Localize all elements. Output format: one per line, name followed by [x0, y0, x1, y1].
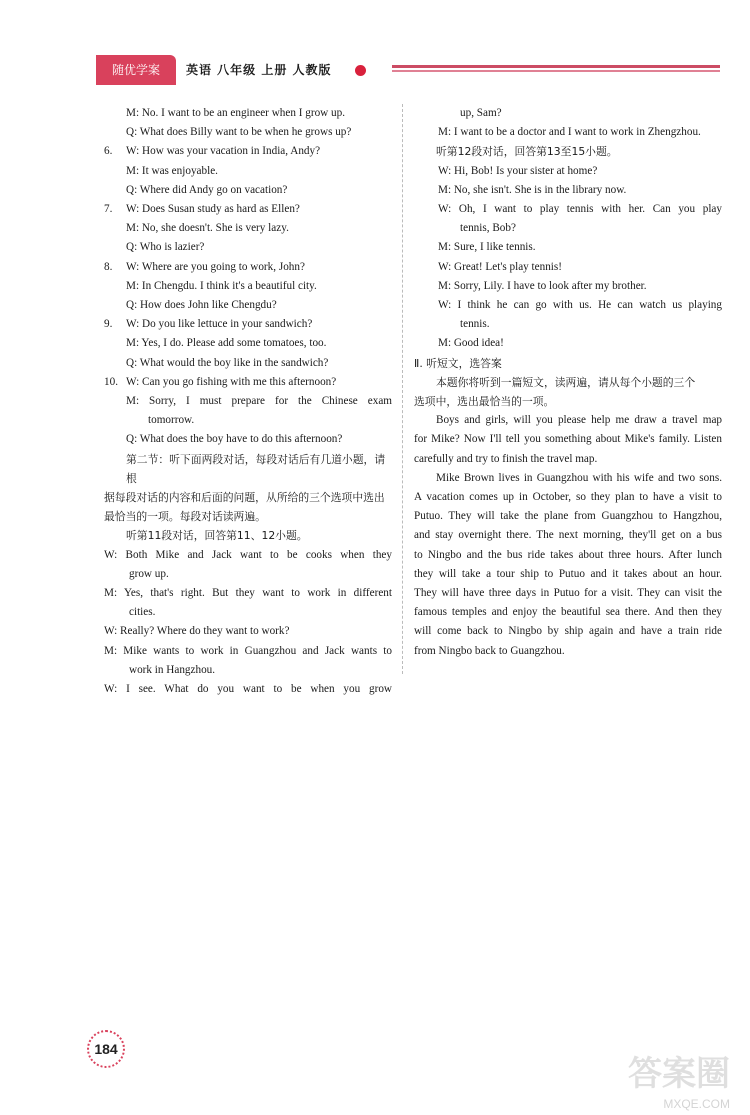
line-text: tomorrow. — [148, 414, 195, 427]
passage-line — [414, 430, 722, 449]
line-text: Q: What does the boy have to do this afternoon? — [126, 433, 343, 446]
line-text: Q: How does John like Chengdu? — [126, 299, 277, 312]
line-text: M: Sure, I like tennis. — [438, 241, 536, 254]
line-text: to Ningbo and the bus ride takes about three hours. After lunch — [414, 548, 722, 561]
dialog-line — [104, 584, 392, 603]
series-badge: 随优学案 — [96, 55, 176, 85]
line-text: M: It was enjoyable. — [126, 164, 218, 177]
dialog-11-heading: 听第11段对话，回答第11、12小题。 — [126, 529, 308, 543]
column-divider — [402, 104, 403, 674]
dialog-line — [414, 334, 722, 353]
question-number — [104, 219, 126, 238]
dialog-line — [104, 142, 392, 161]
dialog-line — [104, 430, 392, 449]
dialog-line — [414, 238, 722, 257]
dialog-line — [104, 181, 392, 200]
part2-instruction-2: 选项中，选出最恰当的一项。 — [414, 395, 555, 409]
line-text: Q: What does Billy want to be when he grows up? — [126, 126, 352, 139]
passage-line — [414, 411, 722, 430]
dialog-line — [414, 104, 722, 123]
question-number — [104, 181, 126, 200]
page-number: 184 — [87, 1030, 125, 1068]
line-text: Q: Who is lazier? — [126, 241, 205, 254]
dialog-line — [104, 642, 392, 661]
dialog-line — [104, 411, 392, 430]
line-text: M: In Chengdu. I think it's a beautiful city. — [126, 279, 317, 292]
passage-line — [414, 507, 722, 526]
dialog-line — [414, 181, 722, 200]
header-rule — [392, 65, 720, 68]
part2-title: Ⅱ. 听短文，选答案 — [414, 356, 502, 370]
dialog-line — [104, 622, 392, 641]
line-text: Boys and girls, will you please help me draw a travel map — [436, 414, 722, 427]
dialog-line — [414, 162, 722, 181]
line-text: M: Mike wants to work in Guangzhou and Jack wants to — [104, 644, 392, 657]
line-text: up, Sam? — [460, 107, 502, 119]
question-number — [104, 238, 126, 257]
section-instruction-2: 据每段对话的内容和后面的问题，从所给的三个选项中选出 — [104, 491, 385, 505]
line-text: from Ningbo back to Guangzhou. — [414, 644, 565, 657]
page-header — [0, 55, 750, 95]
dialog-line — [104, 296, 392, 315]
passage-line — [414, 565, 722, 584]
passage-line — [414, 469, 722, 488]
question-number: 6. — [104, 145, 113, 158]
watermark-url: MXQE.COM — [663, 1097, 730, 1111]
line-text: tennis. — [460, 318, 490, 331]
question-number — [104, 104, 126, 123]
line-text: W: Hi, Bob! Is your sister at home? — [438, 164, 598, 177]
dialog-line — [104, 334, 392, 353]
line-text: W: Really? Where do they want to work? — [104, 625, 290, 638]
line-text: tennis, Bob? — [460, 222, 516, 235]
dialog-line — [104, 315, 392, 334]
header-dot — [355, 65, 366, 76]
question-number — [104, 162, 126, 181]
dialog-line — [414, 277, 722, 296]
line-text: work in Hangzhou. — [129, 663, 216, 676]
line-text: W: I think he can go with us. He can watch us playing — [438, 299, 722, 312]
question-number — [104, 334, 126, 353]
dialog-line — [104, 546, 392, 565]
dialog-line — [414, 315, 722, 334]
question-number: 10. — [104, 375, 118, 388]
question-number — [104, 277, 126, 296]
dialog-line — [104, 680, 392, 699]
dialog-line — [104, 603, 392, 622]
line-text: grow up. — [129, 567, 169, 580]
line-text: W: Great! Let's play tennis! — [438, 260, 562, 273]
passage-line — [414, 450, 722, 469]
line-text: W: Both Mike and Jack want to be cooks when they — [104, 548, 392, 561]
dialog-line — [104, 200, 392, 219]
line-text: W: I see. What do you want to be when you grow — [104, 683, 392, 696]
line-text: cities. — [129, 606, 156, 619]
dialog-12-heading: 听第12段对话，回答第13至15小题。 — [436, 145, 618, 159]
question-number — [104, 354, 126, 373]
line-text: W: Where are you going to work, John? — [126, 260, 305, 273]
line-text: carefully and try to finish the travel map. — [414, 452, 598, 465]
dialog-line — [104, 104, 392, 123]
line-text: M: Sorry, I must prepare for the Chinese exam — [126, 395, 392, 408]
passage-line — [414, 622, 722, 641]
line-text: W: Does Susan study as hard as Ellen? — [126, 203, 300, 216]
dialog-line — [414, 219, 722, 238]
line-text: Mike Brown lives in Guangzhou with his wife and two sons. — [436, 471, 722, 484]
line-text: W: Can you go fishing with me this afternoon? — [126, 375, 337, 388]
passage-line — [414, 642, 722, 661]
dialog-line — [414, 258, 722, 277]
line-text: M: No. I want to be an engineer when I grow up. — [126, 107, 346, 119]
passage-line — [414, 584, 722, 603]
question-number — [104, 392, 126, 411]
line-text: M: Sorry, Lily. I have to look after my brother. — [438, 279, 647, 292]
line-text: they will take a tour ship to Putuo and it takes about an hour. — [414, 567, 722, 580]
question-number — [104, 296, 126, 315]
question-number — [104, 123, 126, 142]
line-text: will come back to Ningbo by ship again and have a train ride — [414, 625, 722, 638]
line-text: M: No, she doesn't. She is very lazy. — [126, 222, 289, 235]
left-column — [104, 104, 392, 699]
line-text: famous temples and enjoy the beautiful sea there. And then they — [414, 606, 722, 619]
line-text: for Mike? Now I'll tell you something about Mike's family. Listen — [414, 433, 722, 446]
dialog-line — [104, 373, 392, 392]
dialog-line — [104, 162, 392, 181]
line-text: Q: Where did Andy go on vacation? — [126, 183, 288, 196]
line-text: They will have three days in Putuo for a visit. They can visit the — [414, 587, 722, 600]
line-text: W: Do you like lettuce in your sandwich? — [126, 318, 313, 331]
passage-line — [414, 488, 722, 507]
dialog-line — [104, 123, 392, 142]
right-column — [414, 104, 722, 661]
dialog-line — [104, 661, 392, 680]
line-text: A vacation comes up in October, so they plan to have a visit to — [414, 491, 722, 504]
dialog-line — [104, 238, 392, 257]
section-instruction-1: 第二节：听下面两段对话，每段对话后有几道小题，请根 — [126, 452, 386, 485]
header-rule-thin — [392, 70, 720, 72]
line-text: W: Oh, I want to play tennis with her. Can you play — [438, 203, 722, 216]
line-text: M: Yes, I do. Please add some tomatoes, too. — [126, 337, 327, 350]
dialog-line — [104, 354, 392, 373]
line-text: M: Yes, that's right. But they want to work in different — [104, 587, 392, 600]
dialog-line — [104, 392, 392, 411]
passage-line — [414, 526, 722, 545]
passage-line — [414, 603, 722, 622]
line-text: M: No, she isn't. She is in the library now. — [438, 183, 627, 196]
line-text: M: Good idea! — [438, 337, 504, 350]
section-instruction-3: 最恰当的一项。每段对话读两遍。 — [104, 510, 266, 524]
question-number: 8. — [104, 260, 113, 273]
line-text: and stay overnight there. The next morning, they'll get on a bus — [414, 529, 722, 542]
question-number — [104, 411, 126, 430]
part2-instruction-1: 本题你将听到一篇短文，读两遍，请从每个小题的三个 — [436, 375, 696, 389]
watermark-logo: 答案圈 — [628, 1054, 730, 1094]
dialog-line — [104, 277, 392, 296]
line-text: W: How was your vacation in India, Andy? — [126, 145, 321, 158]
dialog-line — [414, 200, 722, 219]
dialog-line — [414, 123, 722, 142]
dialog-line — [104, 258, 392, 277]
question-number: 9. — [104, 318, 113, 331]
dialog-line — [104, 565, 392, 584]
line-text: M: I want to be a doctor and I want to work in Zhengzhou. — [438, 126, 701, 139]
dialog-line — [104, 219, 392, 238]
question-number: 7. — [104, 203, 113, 216]
question-number — [104, 430, 126, 449]
line-text: Putuo. They will take the plane from Guangzhou to Hangzhou, — [414, 510, 722, 523]
line-text: Q: What would the boy like in the sandwich? — [126, 356, 329, 369]
dialog-line — [414, 296, 722, 315]
passage-line — [414, 546, 722, 565]
book-info: 英语 八年级 上册 人教版 — [186, 63, 332, 77]
